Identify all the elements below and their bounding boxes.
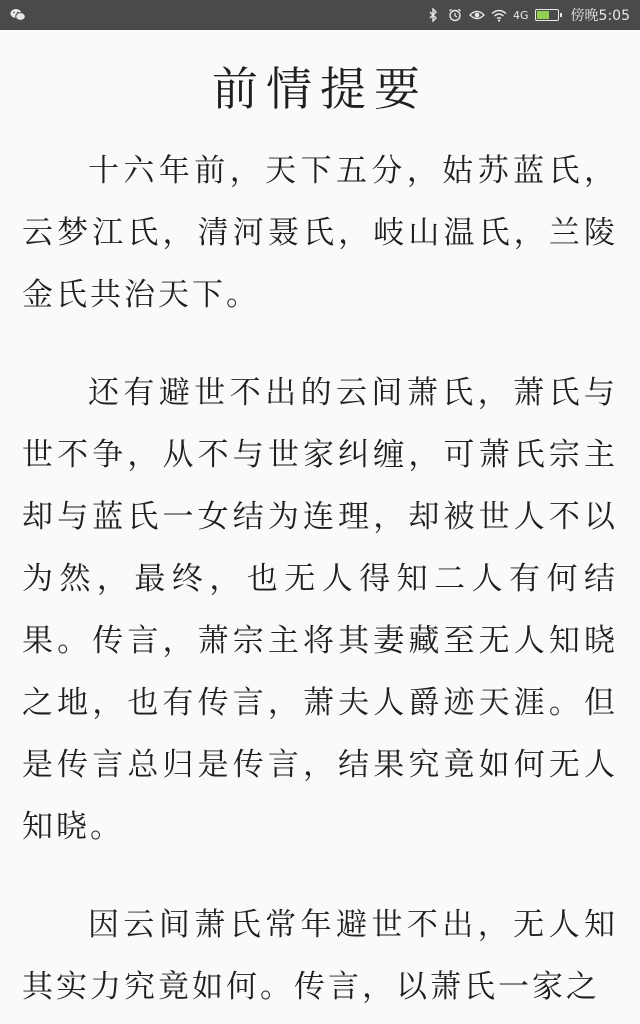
battery-icon bbox=[535, 9, 559, 21]
status-bar bbox=[0, 0, 640, 30]
paragraph-2: 还有避世不出的云间萧氏，萧氏与世不争，从不与世家纠缠，可萧氏宗主却与蓝氏一女结为连理，却被世人不以为然，最终，也无人得知二人有何结果。传言，萧宗主将其妻藏至无人知晓之地，也有传言，萧夫人爵迹天涯。但是传言总归是传言，结果究竟如何无人知晓。 bbox=[22, 375, 618, 845]
reader-page[interactable] bbox=[0, 30, 640, 1024]
battery-level-fill bbox=[537, 11, 549, 19]
clock: 傍晚5:05 bbox=[570, 8, 630, 24]
article-body bbox=[0, 140, 640, 1018]
paragraph-1: 十六年前，天下五分，姑苏蓝氏，云梦江氏，清河聂氏，岐山温氏，兰陵金氏共治天下。 bbox=[22, 153, 618, 313]
paragraph-3: 因云间萧氏常年避世不出，无人知其实力究竟如何。传言，以萧氏一家之 bbox=[22, 907, 618, 1005]
chapter-title: 前情提要 bbox=[212, 62, 428, 116]
bluetooth-icon bbox=[425, 7, 441, 23]
alarm-icon bbox=[447, 7, 463, 23]
signal-text: 4G bbox=[513, 8, 529, 22]
eye-icon bbox=[469, 7, 485, 23]
wifi-icon bbox=[491, 7, 507, 23]
wechat-icon[interactable] bbox=[10, 7, 26, 23]
